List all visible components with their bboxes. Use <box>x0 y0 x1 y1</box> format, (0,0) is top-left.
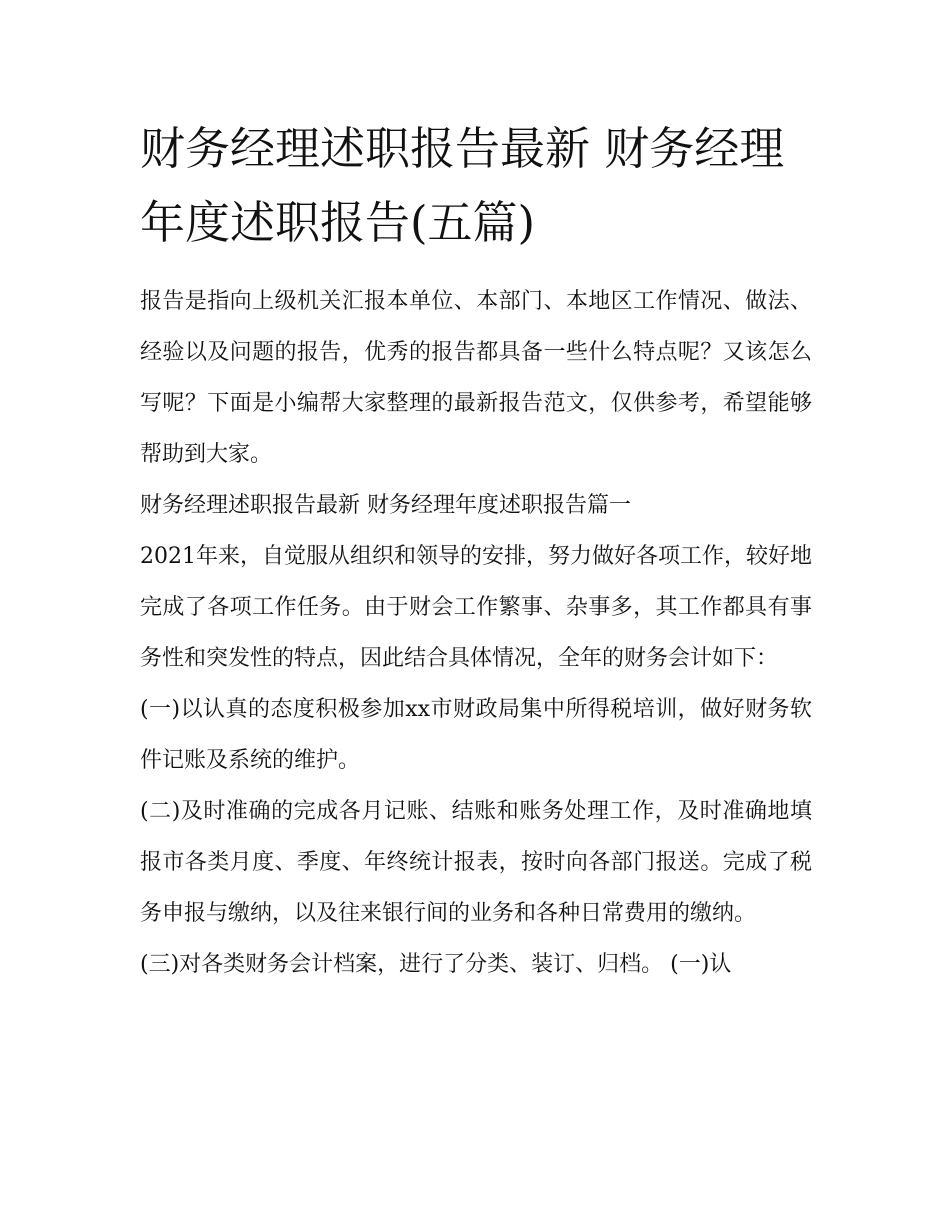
list-item-three: (三)对各类财务会计档案，进行了分类、装订、归档。 (一)认 <box>140 952 732 977</box>
document-body <box>140 112 812 990</box>
body-paragraph: 2021年来，自觉服从组织和领导的安排，努力做好各项工作，较好地完成了各项工作任务。由于财会工作繁事、杂事多，其工作都具有事务性和突发性的特点，因此结合具体情况，全年的财务会计如下： <box>140 544 812 671</box>
section-heading: 财务经理述职报告最新 财务经理年度述职报告篇一 <box>140 493 631 518</box>
document-title: 财务经理述职报告最新 财务经理年度述职报告(五篇) <box>140 122 785 249</box>
intro-paragraph: 报告是指向上级机关汇报本单位、本部门、本地区工作情况、做法、经验以及问题的报告，优秀的报告都具备一些什么特点呢？又该怎么写呢？下面是小编帮大家整理的最新报告范文，仅供参考，希望能够帮助到大家。 <box>140 289 812 467</box>
list-item-two: (二)及时准确的完成各月记账、结账和账务处理工作，及时准确地填报市各类月度、季度、年终统计报表，按时向各部门报送。完成了税务申报与缴纳，以及往来银行间的业务和各种日常费用的缴纳。 <box>140 799 812 926</box>
list-item-one: (一)以认真的态度积极参加xx市财政局集中所得税培训，做好财务软件记账及系统的维护。 <box>140 697 812 773</box>
